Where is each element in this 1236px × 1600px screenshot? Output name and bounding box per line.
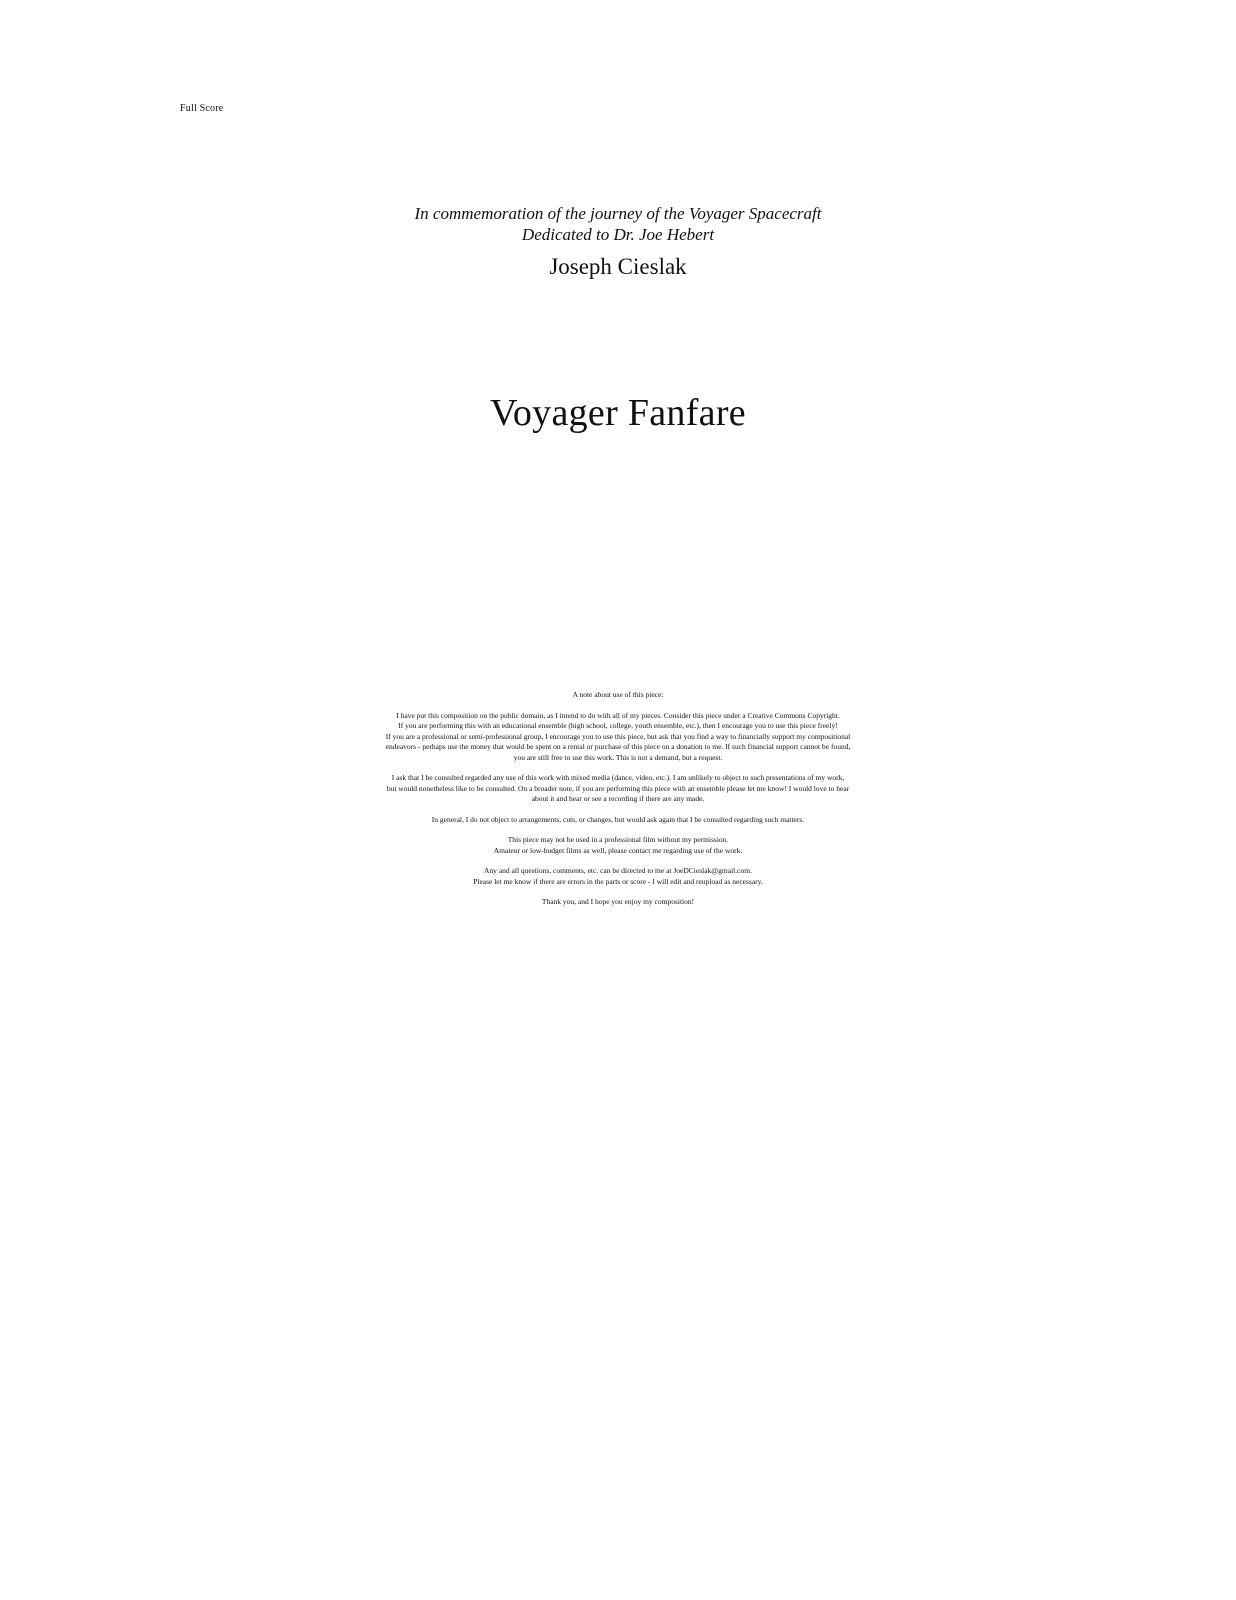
piece-title: Voyager Fanfare <box>490 392 746 434</box>
usage-note-paragraph-film: This piece may not be used in a professional film without my permission. Amateur or low-budget films as well, please contact me regarding use of the work. <box>493 835 743 855</box>
usage-note-heading: A note about use of this piece: <box>572 690 664 699</box>
dedication-line-1: In commemoration of the journey of the Voyager Spacecraft <box>414 204 822 223</box>
usage-note-paragraph-mixed-media: I ask that I be consulted regarded any use of this work with mixed media (dance, video, etc.). I am unlikely to object to such presentations of my work, but would nonetheless like to be consulted. On a broader note, if you are performing this piece with an ensemble please let me know! I would love to hear about it and hear or see a recording if there are any made. <box>386 773 850 803</box>
usage-note-paragraph-thanks: Thank you, and I hope you enjoy my composition! <box>541 897 695 906</box>
usage-note <box>318 690 918 918</box>
usage-note-paragraph-contact: Any and all questions, comments, etc. can be directed to me at JoeDCieslak@gmail.com. Please let me know if there are errors in the parts or score - I will edit and reupload as necessary. <box>473 866 763 886</box>
dedication-block <box>0 203 1236 245</box>
usage-note-paragraph-arrangements: In general, I do not object to arrangements, cuts, or changes, but would ask again that I be consulted regarding such matters. <box>431 814 805 824</box>
full-score-label: Full Score <box>180 103 224 114</box>
dedication-line-2: Dedicated to Dr. Joe Hebert <box>521 225 715 244</box>
composer-name: Joseph Cieslak <box>549 254 687 279</box>
usage-note-paragraph-licensing: I have put this composition on the public domain, as I intend to do with all of my pieces. Consider this piece under a Creative Commons Copyright. If you are performing this with an educational ensemble (high school, college, youth ensemble, etc.), then I encourage you to use this piece freely! If you are a professional or semi-professional group, I encourage you to use this piece, but ask that you find a way to financially support my compositional endeavors - perhaps use the money that would be spent on a rental or purchase of this piece on a donation to me. If such financial support cannot be found, you are still free to use this work. This is not a demand, but a request. <box>385 710 851 762</box>
